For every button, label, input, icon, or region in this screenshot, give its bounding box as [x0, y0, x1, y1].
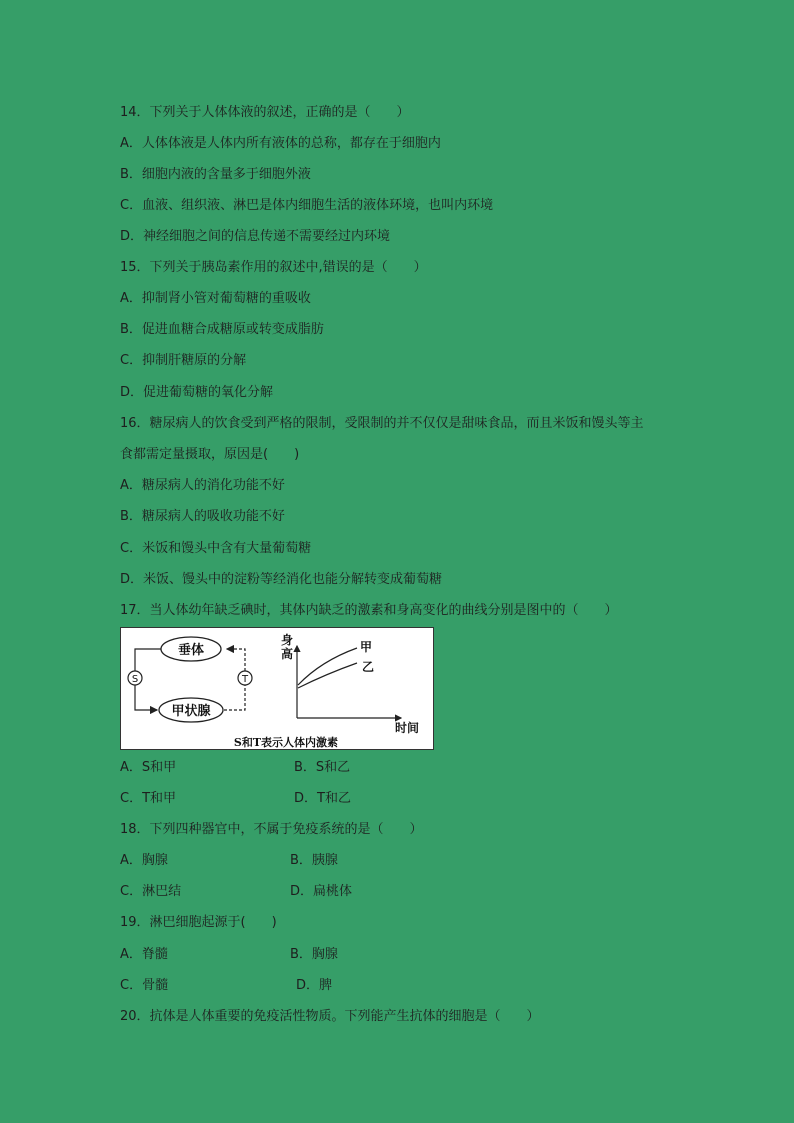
pituitary-node — [161, 637, 221, 661]
q18-option-d: D．扁桃体 — [290, 884, 353, 899]
q17-option-b: B．S和乙 — [294, 760, 351, 775]
thyroid-label: 甲状腺 — [171, 704, 211, 719]
s-label: S — [131, 674, 139, 685]
q17-option-c: C．T和甲 — [120, 791, 177, 806]
q19-option-d: D．脾 — [296, 978, 333, 993]
q18-stem: 18．下列四种器官中，不属于免疫系统的是（ ） — [120, 822, 423, 837]
q18-options-row1 — [0, 852, 794, 870]
curve-yi-label: 乙 — [362, 660, 375, 674]
t-hormone-marker — [238, 671, 252, 685]
q19-options-row1 — [0, 946, 794, 964]
t-label: T — [241, 674, 249, 685]
q17-option-a: A．S和甲 — [120, 760, 177, 775]
q15-option-a: A．抑制肾小管对葡萄糖的重吸收 — [120, 291, 311, 306]
q14-option-c: C．血液、组织液、淋巴是体内细胞生活的液体环境，也叫内环境 — [120, 198, 494, 213]
q17-option-d: D．T和乙 — [294, 791, 351, 806]
q16-option-d: D．米饭、馒头中的淀粉等经消化也能分解转变成葡萄糖 — [120, 572, 443, 587]
q17-options-row2 — [0, 790, 794, 808]
y-axis-label-1: 身 — [281, 633, 294, 647]
q15-option-b: B．促进血糖合成糖原或转变成脂肪 — [120, 322, 324, 337]
y-axis-label-2: 高 — [281, 647, 294, 661]
q15-stem: 15．下列关于胰岛素作用的叙述中,错误的是（ ） — [120, 260, 427, 275]
q18-option-a: A．胸腺 — [120, 853, 168, 868]
curve-yi — [298, 663, 357, 688]
pituitary-label: 垂体 — [177, 643, 205, 658]
x-axis-label: 时间 — [395, 721, 420, 735]
q14-option-d: D．神经细胞之间的信息传递不需要经过内环境 — [120, 229, 391, 244]
q16-stem-line2: 食都需定量摄取，原因是( ) — [120, 447, 300, 462]
s-hormone-marker — [128, 671, 142, 685]
q19-option-b: B．胸腺 — [290, 947, 338, 962]
q19-stem: 19．淋巴细胞起源于( ) — [120, 915, 277, 930]
q14-option-b: B．细胞内液的含量多于细胞外液 — [120, 167, 311, 182]
q14-option-a: A．人体体液是人体内所有液体的总称，都存在于细胞内 — [120, 136, 441, 151]
q18-option-c: C．淋巴结 — [120, 884, 182, 899]
q15-option-c: C．抑制肝糖原的分解 — [120, 353, 247, 368]
q20-stem: 20．抗体是人体重要的免疫活性物质。下列能产生抗体的细胞是（ ） — [120, 1009, 540, 1024]
q15-option-d: D．促进葡萄糖的氧化分解 — [120, 385, 274, 400]
q17-options-row1 — [0, 759, 794, 777]
q19-options-row2 — [0, 977, 794, 995]
thyroid-node — [159, 698, 223, 722]
q16-stem-line1: 16．糖尿病人的饮食受到严格的限制，受限制的并不仅仅是甜味食品，而且米饭和馒头等主 — [120, 416, 644, 431]
curve-jia-label: 甲 — [360, 640, 373, 654]
q16-option-b: B．糖尿病人的吸收功能不好 — [120, 509, 285, 524]
q16-option-c: C．米饭和馒头中含有大量葡萄糖 — [120, 541, 312, 556]
q19-option-c: C．骨髓 — [120, 978, 169, 993]
q14-stem: 14．下列关于人体体液的叙述，正确的是（ ） — [120, 105, 410, 120]
q19-option-a: A．脊髓 — [120, 947, 168, 962]
q18-options-row2 — [0, 883, 794, 901]
figure-caption: S和T表示人体内激素 — [233, 736, 339, 749]
q16-option-a: A．糖尿病人的消化功能不好 — [120, 478, 285, 493]
q17-stem: 17．当人体幼年缺乏碘时，其体内缺乏的激素和身高变化的曲线分别是图中的（ ） — [120, 603, 618, 618]
hormone-diagram — [120, 627, 434, 750]
q18-option-b: B．胰腺 — [290, 853, 338, 868]
